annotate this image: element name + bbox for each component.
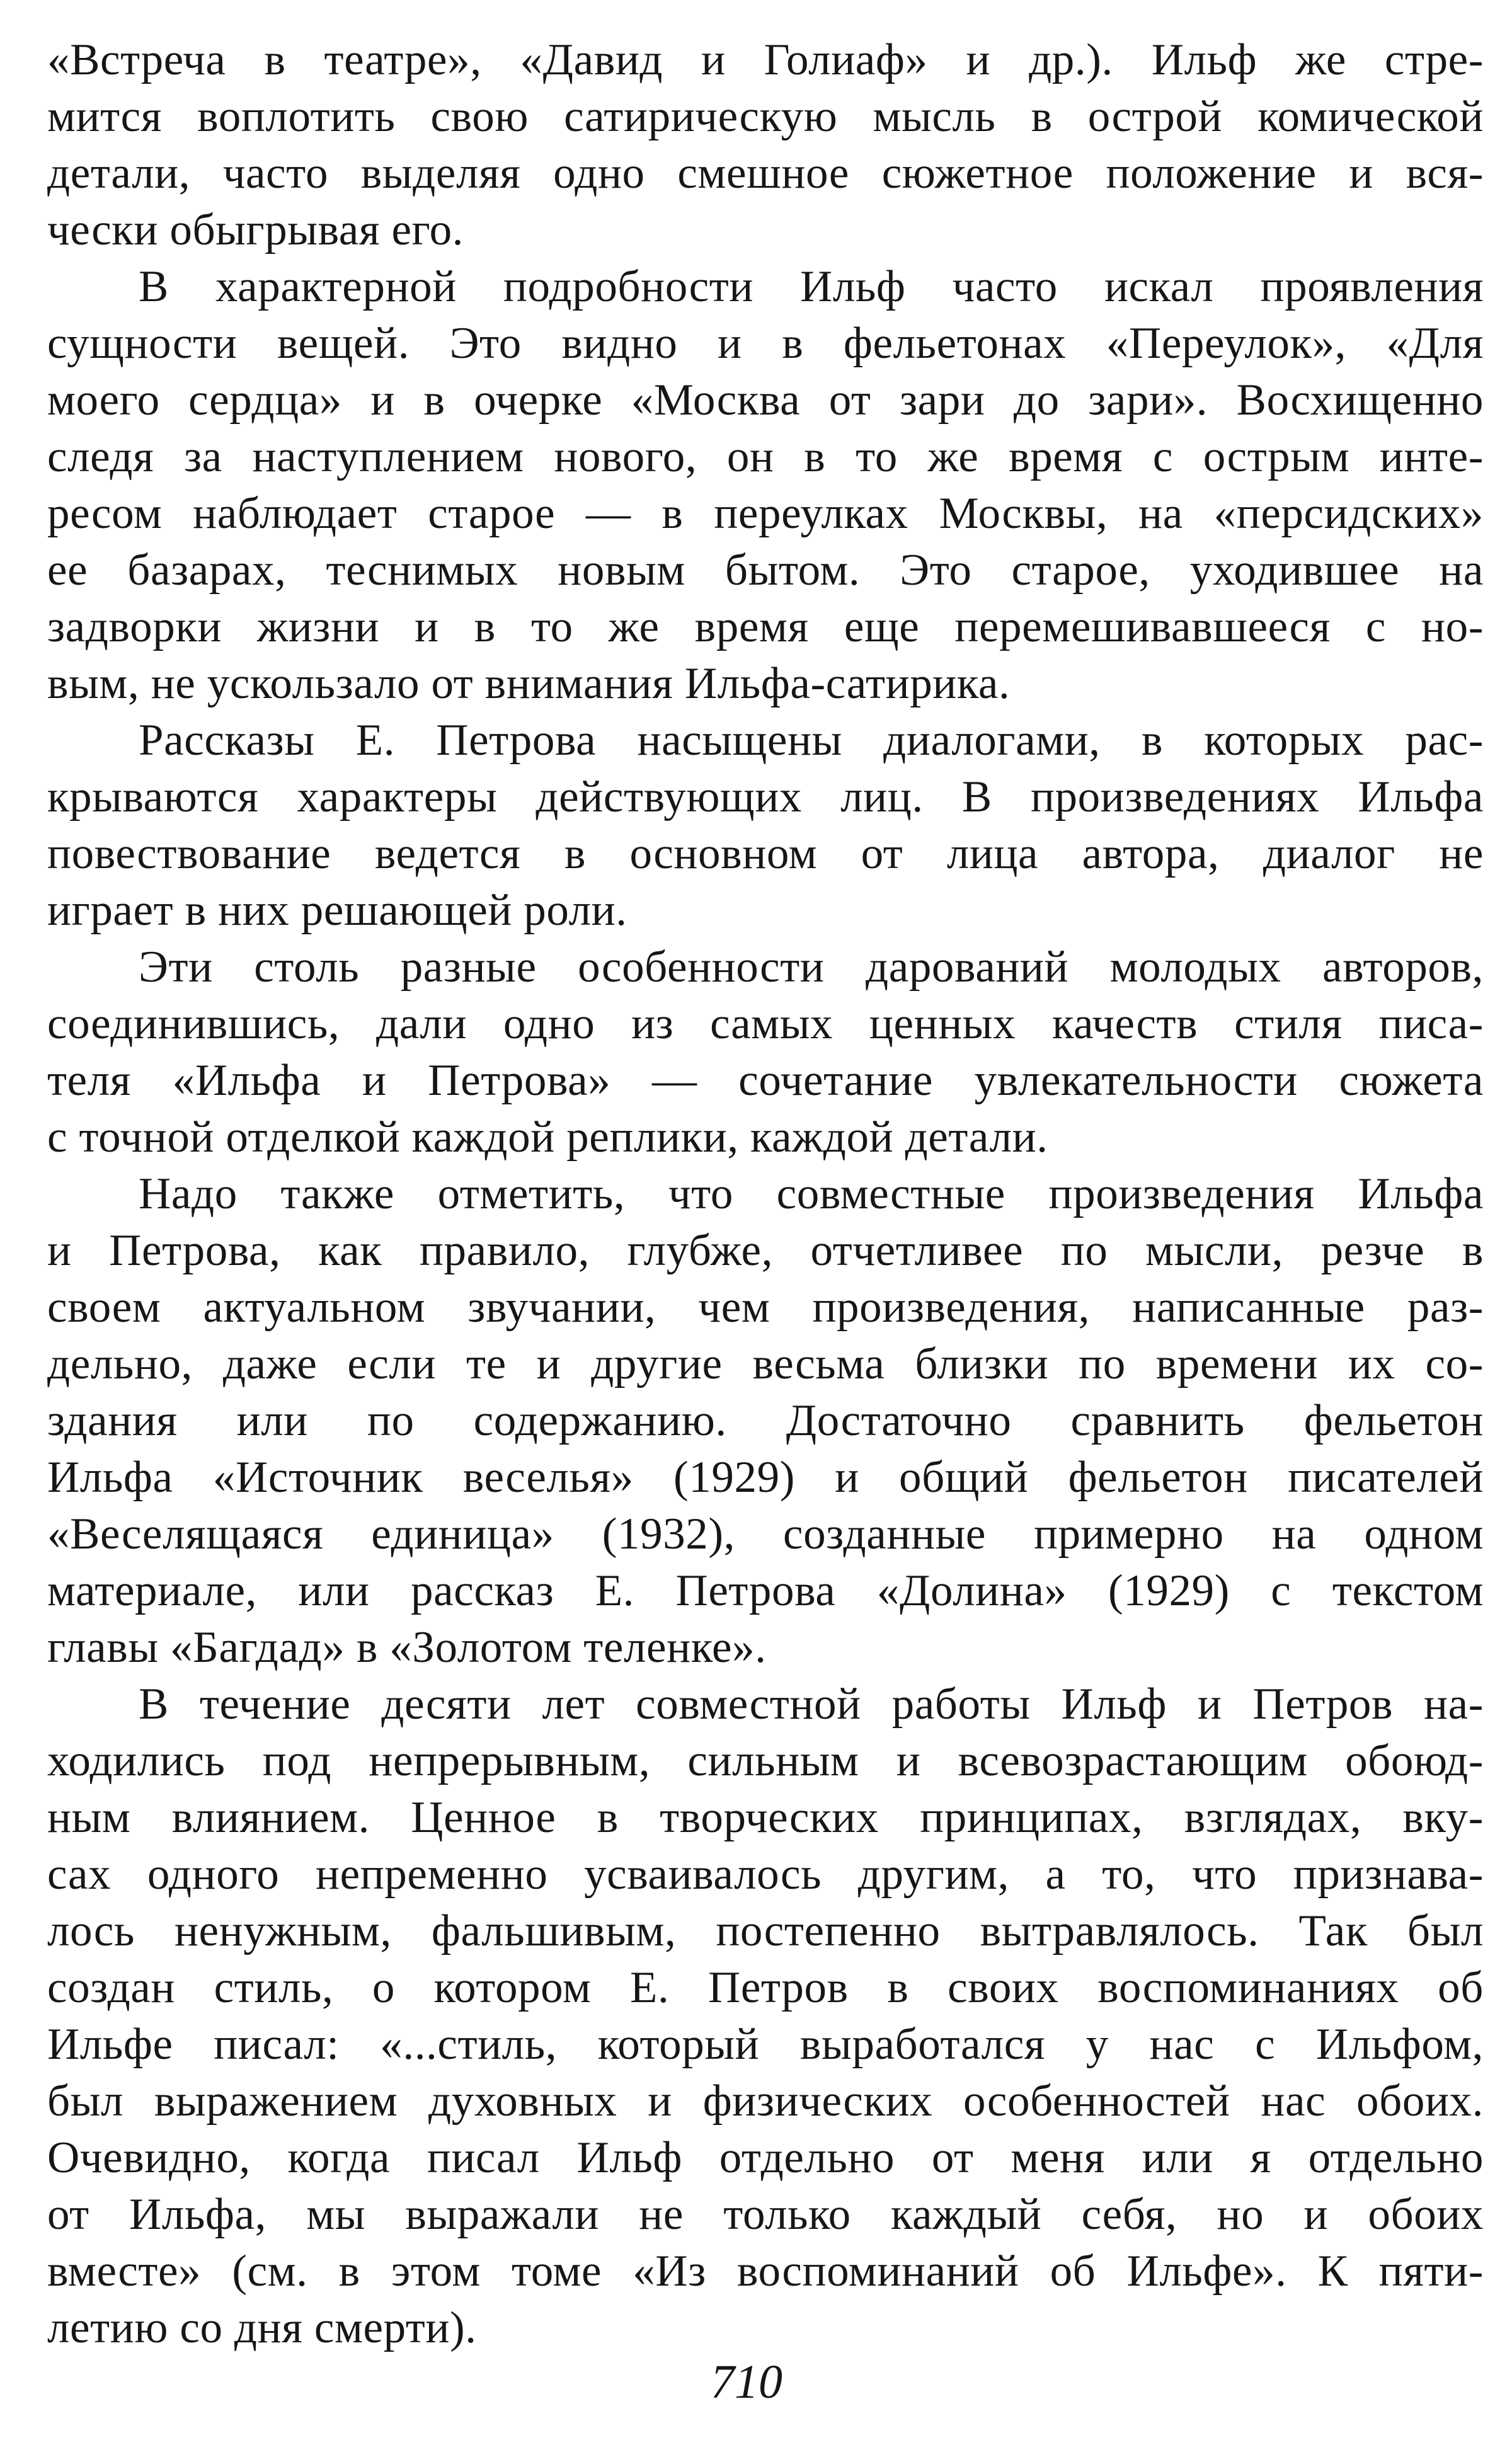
text-line: ресом наблюдает старое — в переулках Москвы, на «персидских» <box>47 489 1484 538</box>
text-line: играет в них решающей роли. <box>47 886 627 935</box>
paragraph-5 <box>47 1165 1484 1676</box>
text-line: следя за наступлением нового, он в то же время с острым инте- <box>47 432 1484 481</box>
text-line: Рассказы Е. Петрова насыщены диалогами, в которых рас- <box>139 716 1484 765</box>
text-line: летию со дня смерти). <box>47 2303 477 2352</box>
text-line: сущности вещей. Это видно и в фельетонах «Переулок», «Для <box>47 319 1484 368</box>
text-line: с точной отделкой каждой реплики, каждой детали. <box>47 1113 1048 1162</box>
text-line: Ильфе писал: «...стиль, который выработался у нас с Ильфом, <box>47 2020 1484 2069</box>
paragraph-2 <box>47 258 1484 712</box>
text-line: ходились под непрерывным, сильным и всевозрастающим обоюд- <box>47 1736 1484 1785</box>
text-line: Надо также отметить, что совместные произведения Ильфа <box>139 1169 1484 1218</box>
paragraph-4 <box>47 939 1484 1165</box>
paragraph-3 <box>47 712 1484 939</box>
text-line: материале, или рассказ Е. Петрова «Долина» (1929) с текстом <box>47 1566 1484 1615</box>
text-line: своем актуальном звучании, чем произведения, написанные раз- <box>47 1283 1484 1332</box>
text-line: ным влиянием. Ценное в творческих принципах, взглядах, вку- <box>47 1793 1484 1842</box>
text-line: В течение десяти лет совместной работы Ильф и Петров на- <box>139 1680 1484 1729</box>
text-line: был выражением духовных и физических особенностей нас обоих. <box>47 2076 1484 2126</box>
text-line: В характерной подробности Ильф часто искал проявления <box>139 262 1484 311</box>
text-line: ее базарах, теснимых новым бытом. Это старое, уходившее на <box>47 546 1484 595</box>
text-line: дельно, даже если те и другие весьма близки по времени их со- <box>47 1339 1484 1389</box>
text-line: мится воплотить свою сатирическую мысль в острой комической <box>47 92 1484 141</box>
text-line: детали, часто выделяя одно смешное сюжетное положение и вся- <box>47 149 1484 198</box>
text-line: теля «Ильфа и Петрова» — сочетание увлекательности сюжета <box>47 1056 1484 1105</box>
page-number: 710 <box>711 2356 782 2408</box>
text-line: Эти столь разные особенности дарований молодых авторов, <box>139 942 1484 992</box>
text-line: «Веселящаяся единица» (1932), созданные примерно на одном <box>47 1509 1484 1559</box>
text-line: крываются характеры действующих лиц. В произведениях Ильфа <box>47 772 1484 822</box>
page-body <box>47 31 1484 2356</box>
text-line: сах одного непременно усваивалось другим, а то, что признава- <box>47 1850 1484 1899</box>
text-line: Ильфа «Источник веселья» (1929) и общий фельетон писателей <box>47 1453 1484 1502</box>
text-line: вым, не ускользало от внимания Ильфа-сатирика. <box>47 659 1011 708</box>
text-line: создан стиль, о котором Е. Петров в своих воспоминаниях об <box>47 1963 1484 2012</box>
text-line: «Встреча в театре», «Давид и Голиаф» и др.). Ильф же стре- <box>47 35 1484 84</box>
text-line: чески обыгрывая его. <box>47 205 464 255</box>
text-line: и Петрова, как правило, глубже, отчетливее по мысли, резче в <box>47 1226 1484 1275</box>
text-line: здания или по содержанию. Достаточно сравнить фельетон <box>47 1396 1484 1445</box>
paragraph-6 <box>47 1676 1484 2356</box>
text-line: моего сердца» и в очерке «Москва от зари до зари». Восхищенно <box>47 375 1484 425</box>
text-line: задворки жизни и в то же время еще перемешивавшееся с но- <box>47 602 1484 651</box>
text-line: Очевидно, когда писал Ильф отдельно от меня или я отдельно <box>47 2133 1484 2182</box>
text-line: лось ненужным, фальшивым, постепенно вытравлялось. Так был <box>47 1906 1484 1955</box>
text-line: от Ильфа, мы выражали не только каждый себя, но и обоих <box>47 2190 1484 2239</box>
paragraph-1 <box>47 31 1484 258</box>
text-line: вместе» (см. в этом томе «Из воспоминаний об Ильфе». К пяти- <box>47 2247 1484 2296</box>
text-line: повествование ведется в основном от лица автора, диалог не <box>47 829 1484 878</box>
text-line: соединившись, дали одно из самых ценных качеств стиля писа- <box>47 999 1484 1048</box>
text-line: главы «Багдад» в «Золотом теленке». <box>47 1623 767 1672</box>
